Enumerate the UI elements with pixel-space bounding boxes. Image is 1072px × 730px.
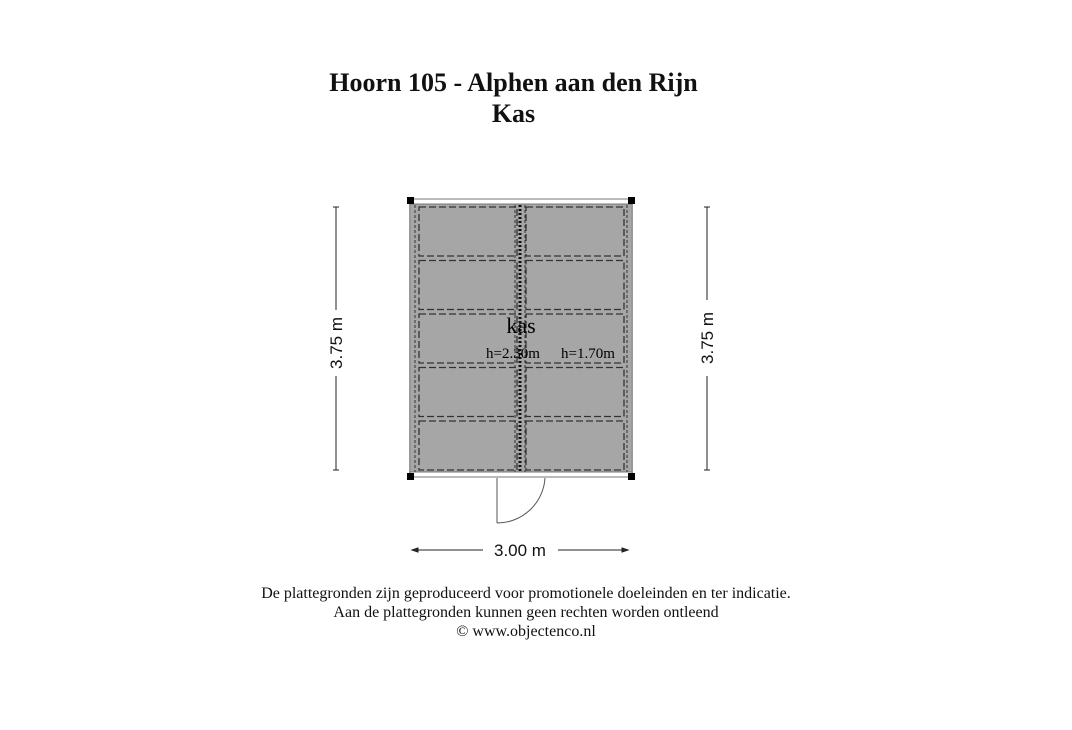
plan-title: Hoorn 105 - Alphen aan den Rijn [329, 68, 698, 97]
dimension-bottom-label: 3.00 m [494, 541, 546, 560]
room-height-left: h=2.30m [486, 346, 540, 362]
room-kas [407, 197, 635, 480]
disclaimer-line-2: Aan de plattegronden kunnen geen rechten worden ontleend [333, 604, 719, 621]
door [497, 478, 545, 523]
dimension-left-label: 3.75 m [327, 317, 346, 369]
disclaimer-line-1: De plattegronden zijn geproduceerd voor promotionele doeleinden en ter indicatie. [261, 585, 791, 602]
copyright-link[interactable]: © www.objectenco.nl [456, 623, 596, 640]
room-label: kas [506, 313, 536, 338]
dimension-right-label: 3.75 m [698, 312, 717, 364]
room-height-right: h=1.70m [561, 346, 615, 362]
plan-subtitle: Kas [491, 99, 536, 128]
